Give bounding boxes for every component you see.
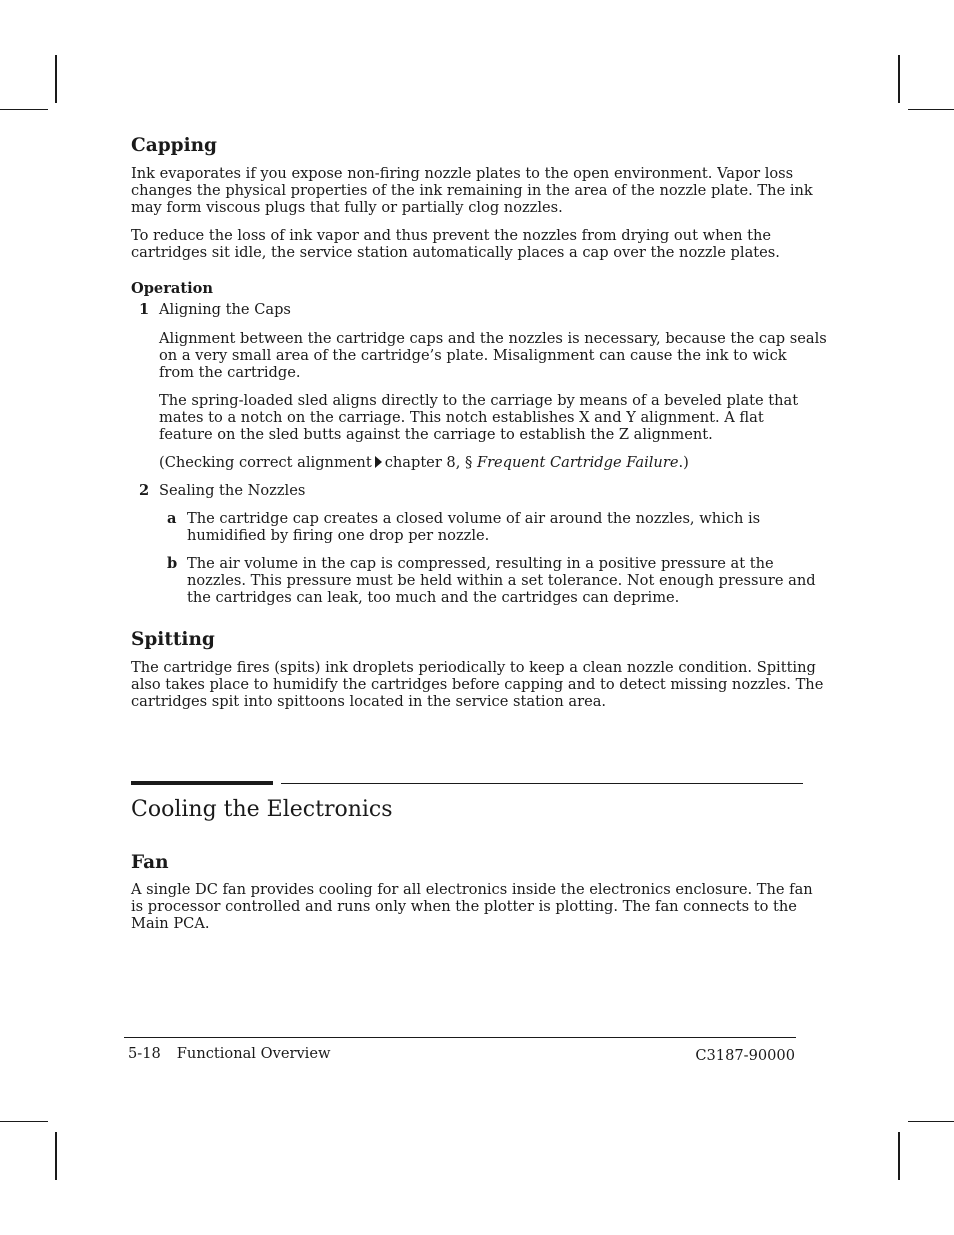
section-rule-thick bbox=[131, 781, 273, 785]
step-1-number: 1 bbox=[139, 301, 150, 318]
cooling-section-title: Cooling the Electronics bbox=[131, 797, 393, 822]
step-2a-text: The cartridge cap creates a closed volume of air around the nozzles, which is humidified by firing one drop per nozzle. bbox=[187, 510, 761, 544]
capping-heading: Capping bbox=[131, 135, 217, 156]
step-2-title: Sealing the Nozzles bbox=[159, 482, 306, 499]
step-2a-letter: a bbox=[167, 510, 177, 527]
crop-mark-top-right-v bbox=[898, 55, 900, 103]
spitting-paragraph: The cartridge fires (spits) ink droplets periodically to keep a clean nozzle condition. Spitting also takes place to humidify the cartridges before capping and to detect missing nozzles. The cartridges spit into spittoons located in the service station area. bbox=[131, 659, 824, 710]
capping-paragraph-1: Ink evaporates if you expose non-firing nozzle plates to the open environment. Vapor loss changes the physical properties of the ink remaining in the area of the nozzle plate. The ink may form viscous plugs that fully or partially clog nozzles. bbox=[131, 165, 813, 216]
crop-mark-bottom-left-h bbox=[0, 1121, 48, 1122]
footer-rule bbox=[124, 1037, 796, 1038]
section-rule-thin bbox=[281, 783, 803, 784]
crop-mark-bottom-right-v bbox=[898, 1132, 900, 1180]
crop-mark-top-right-h bbox=[908, 109, 954, 110]
step-1-paragraph-1: Alignment between the cartridge caps and the nozzles is necessary, because the cap seals on a very small area of the cartridge’s plate. Misalignment can cause the ink to wick from the cartridge. bbox=[159, 330, 827, 381]
step-2b-letter: b bbox=[167, 555, 178, 572]
fan-heading: Fan bbox=[131, 852, 169, 873]
capping-paragraph-2: To reduce the loss of ink vapor and thus prevent the nozzles from drying out when the cartridges sit idle, the service station automatically places a cap over the nozzle plates. bbox=[131, 227, 780, 261]
crop-mark-bottom-left-v bbox=[55, 1132, 57, 1180]
arrow-right-icon bbox=[375, 456, 382, 468]
step-1-paragraph-2: The spring-loaded sled aligns directly to the carriage by means of a beveled plate that mates to a notch on the carriage. This notch establishes X and Y alignment. A flat feature on the sled butts against the carriage to establish the Z alignment. bbox=[159, 392, 799, 443]
footer-left bbox=[128, 1045, 330, 1062]
crop-mark-top-left-h bbox=[0, 109, 48, 110]
step-2b-text: The air volume in the cap is compressed, resulting in a positive pressure at the nozzles. This pressure must be held within a set tolerance. Not enough pressure and the cartridges can leak, too much and the cartridges can deprime. bbox=[187, 555, 816, 606]
crop-mark-bottom-right-h bbox=[908, 1121, 954, 1122]
spitting-heading: Spitting bbox=[131, 629, 215, 650]
step-2-number: 2 bbox=[139, 482, 150, 499]
cross-reference-title: Frequent Cartridge Failure bbox=[476, 454, 679, 471]
cross-reference: (Checking correct alignment chapter 8, § Frequent Cartridge Failure.) bbox=[159, 454, 689, 471]
page-number: 5-18 bbox=[128, 1045, 161, 1062]
footer-part-number: C3187-90000 bbox=[695, 1047, 795, 1064]
operation-heading: Operation bbox=[131, 280, 213, 297]
footer-section-name: Functional Overview bbox=[176, 1045, 331, 1062]
fan-paragraph: A single DC fan provides cooling for all electronics inside the electronics enclosure. The fan is processor controlled and runs only when the plotter is plotting. The fan connects to the Main PCA. bbox=[131, 881, 813, 932]
crop-mark-top-left-v bbox=[55, 55, 57, 103]
step-1-title: Aligning the Caps bbox=[159, 301, 291, 318]
